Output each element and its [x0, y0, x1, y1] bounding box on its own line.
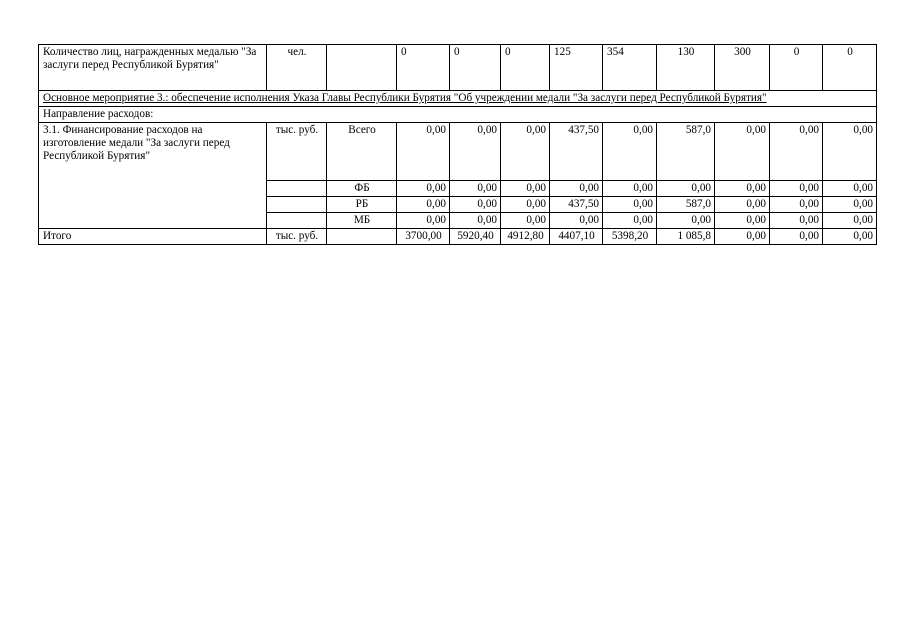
table-row-awarded	[39, 45, 877, 91]
financing-fb-value: 0,00	[603, 181, 657, 197]
financing-fb-value: 0,00	[715, 181, 770, 197]
awarded-source	[327, 45, 397, 91]
awarded-unit: чел.	[267, 45, 327, 91]
total-value-6: 1 085,8	[657, 229, 715, 245]
financing-mb-value: 0,00	[603, 213, 657, 229]
total-value-7: 0,00	[715, 229, 770, 245]
financing-mb-value: 0,00	[501, 213, 550, 229]
direction-heading: Направление расходов:	[39, 107, 877, 123]
financing-fb-value: 0,00	[823, 181, 877, 197]
financing-fb-unit	[267, 181, 327, 197]
financing-mb-value: 0,00	[657, 213, 715, 229]
total-value-3: 4912,80	[501, 229, 550, 245]
source-mb: МБ	[327, 213, 397, 229]
awarded-label: Количество лиц, награжденных медалью "За заслуги перед Республикой Бурятия"	[39, 45, 267, 91]
financing-unit: тыс. руб.	[267, 123, 327, 181]
financing-fb-value: 0,00	[450, 181, 501, 197]
total-value-2: 5920,40	[450, 229, 501, 245]
awarded-value-9: 0	[823, 45, 877, 91]
awarded-value-1: 0	[397, 45, 450, 91]
total-value-5: 5398,20	[603, 229, 657, 245]
financing-total-value: 587,0	[657, 123, 715, 181]
financing-rb-value: 0,00	[501, 197, 550, 213]
source-total: Всего	[327, 123, 397, 181]
total-unit: тыс. руб.	[267, 229, 327, 245]
awarded-value-7: 300	[715, 45, 770, 91]
financing-total-value: 0,00	[501, 123, 550, 181]
financing-rb-value: 437,50	[550, 197, 603, 213]
financing-rb-value: 587,0	[657, 197, 715, 213]
total-value-8: 0,00	[770, 229, 823, 245]
financing-rb-unit	[267, 197, 327, 213]
awarded-value-4: 125	[550, 45, 603, 91]
financing-rb-value: 0,00	[603, 197, 657, 213]
financing-mb-value: 0,00	[397, 213, 450, 229]
awarded-value-5: 354	[603, 45, 657, 91]
source-fb: ФБ	[327, 181, 397, 197]
financing-total-value: 437,50	[550, 123, 603, 181]
financing-fb-value: 0,00	[550, 181, 603, 197]
financing-mb-unit	[267, 213, 327, 229]
awarded-value-8: 0	[770, 45, 823, 91]
table-row-total	[39, 229, 877, 245]
total-source	[327, 229, 397, 245]
financing-rb-value: 0,00	[770, 197, 823, 213]
main-event-heading: Основное мероприятие 3.: обеспечение исполнения Указа Главы Республики Бурятия "Об учреждении медали "За заслуги перед Республикой Бурятия"	[39, 91, 877, 107]
awarded-value-3: 0	[501, 45, 550, 91]
financing-total-value: 0,00	[770, 123, 823, 181]
table-row-main-event	[39, 91, 877, 107]
financing-mb-value: 0,00	[715, 213, 770, 229]
financing-rb-value: 0,00	[715, 197, 770, 213]
total-value-9: 0,00	[823, 229, 877, 245]
financing-total-value: 0,00	[715, 123, 770, 181]
table-row-direction	[39, 107, 877, 123]
awarded-value-2: 0	[450, 45, 501, 91]
source-rb: РБ	[327, 197, 397, 213]
financing-total-value: 0,00	[603, 123, 657, 181]
financing-label: 3.1. Финансирование расходов на изготовление медали "За заслуги перед Республикой Бурятия"	[39, 123, 267, 229]
total-value-1: 3700,00	[397, 229, 450, 245]
financing-mb-value: 0,00	[770, 213, 823, 229]
financing-mb-value: 0,00	[823, 213, 877, 229]
financing-mb-value: 0,00	[450, 213, 501, 229]
financing-rb-value: 0,00	[450, 197, 501, 213]
financing-mb-value: 0,00	[550, 213, 603, 229]
financing-total-value: 0,00	[397, 123, 450, 181]
financing-fb-value: 0,00	[770, 181, 823, 197]
financing-fb-value: 0,00	[501, 181, 550, 197]
table-row-financing-total	[39, 123, 877, 181]
financing-fb-value: 0,00	[657, 181, 715, 197]
budget-table	[38, 44, 877, 245]
total-value-4: 4407,10	[550, 229, 603, 245]
financing-total-value: 0,00	[823, 123, 877, 181]
financing-total-value: 0,00	[450, 123, 501, 181]
total-label: Итого	[39, 229, 267, 245]
awarded-value-6: 130	[657, 45, 715, 91]
financing-rb-value: 0,00	[397, 197, 450, 213]
financing-fb-value: 0,00	[397, 181, 450, 197]
financing-rb-value: 0,00	[823, 197, 877, 213]
